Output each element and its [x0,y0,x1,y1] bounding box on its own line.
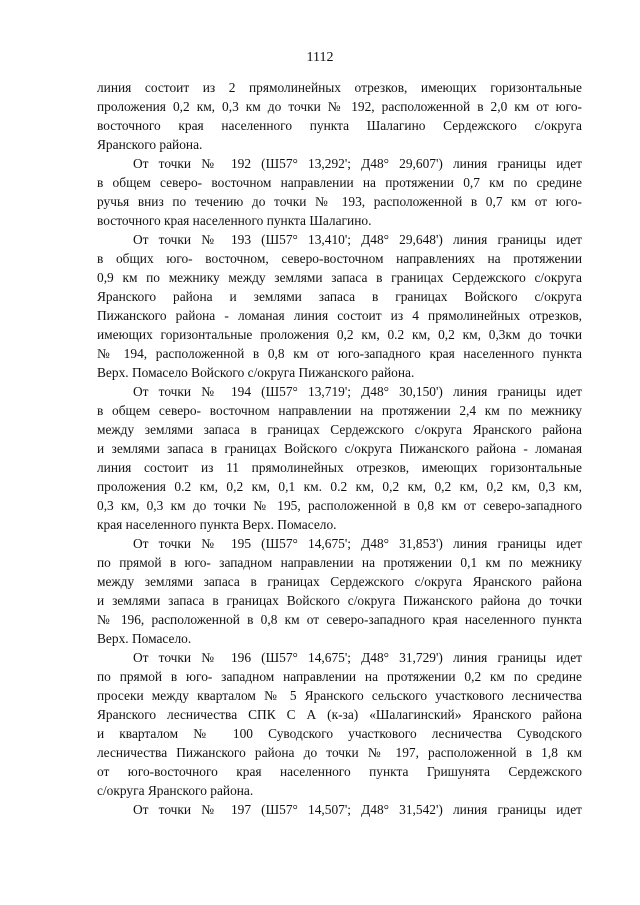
text-line: Верх. Помасело. [97,631,192,646]
text-line: и землями запаса в границах Войского с/округа Пижанского района - ломаная [97,441,582,456]
text-line: От точки № 195 (Ш57° 14,675'; Д48° 31,853') линия границы идет [133,536,582,551]
body-text [97,78,582,819]
text-line: проложения 0.2 км, 0,2 км, 0,1 км. 0.2 км, 0,2 км, 0,2 км, 0,2 км, 0,3 км, [97,479,582,494]
text-line: Яранского лесничества СПК С А (к-за) «Шалагинский» Яранского района [97,707,582,722]
text-line: 0,3 км, 0,3 км до точки № 195, расположенной в 0,8 км от северо-западного [97,498,582,513]
text-line: от юго-восточного края населенного пункта Гришунята Сердежского [97,764,582,779]
text-line: просеки между кварталом № 5 Яранского сельского участкового лесничества [97,688,582,703]
text-line: восточного края населенного пункта Шалагино Сердежского с/округа [97,118,582,133]
text-line: Яранского района. [97,137,203,152]
text-line: Пижанского района - ломаная линия состоит из 4 прямолинейных отрезков, [97,308,582,323]
text-line: Яранского района и землями запаса в границах Войского с/округа [97,289,582,304]
text-line: 0,9 км по межнику между землями запаса в границах Сердежского с/округа [97,270,582,285]
text-line: линия состоит из 2 прямолинейных отрезков, имеющих горизонтальные [97,80,582,95]
text-line: края населенного пункта Верх. Помасело. [97,517,337,532]
text-line: в общем северо- восточном направлении на протяжении 2,4 км по межнику [97,403,582,418]
text-line: в общем северо- восточном направлении на протяжении 0,7 км по средине [97,175,582,190]
text-line: От точки № 196 (Ш57° 14,675'; Д48° 31,729') линия границы идет [133,650,582,665]
text-line: № 194, расположенной в 0,8 км от юго-западного края населенного пункта [97,346,582,361]
text-line: лесничества Пижанского района до точки № 197, расположенной в 1,8 км [97,745,582,760]
text-line: От точки № 193 (Ш57° 13,410'; Д48° 29,648') линия границы идет [133,232,582,247]
page-number: 1112 [306,50,334,65]
text-line: линия состоит из 11 прямолинейных отрезков, имеющих горизонтальные [97,460,582,475]
text-line: № 196, расположенной в 0,8 км от северо-западного края населенного пункта [97,612,582,627]
text-line: От точки № 192 (Ш57° 13,292'; Д48° 29,607') линия границы идет [133,156,582,171]
text-line: и землями запаса в границах Войского с/округа Пижанского района до точки [97,593,582,608]
text-line: по прямой в юго- западном направлении на протяжении 0,2 км по средине [97,669,582,684]
text-line: От точки № 194 (Ш57° 13,719'; Д48° 30,150') линия границы идет [133,384,582,399]
text-line: имеющих горизонтальные проложения 0,2 км, 0.2 км, 0,2 км, 0,3км до точки [97,327,582,342]
text-line: Верх. Помасело Войского с/округа Пижанского района. [97,365,415,380]
text-line: ручья вниз по течению до точки № 193, расположенной в 0,7 км от юго- [97,194,582,209]
text-line: в общих юго- восточном, северо-восточном направлениях на протяжении [97,251,582,266]
text-line: по прямой в юго- западном направлении на протяжении 0,1 км по межнику [97,555,582,570]
text-line: с/округа Яранского района. [97,783,254,798]
text-line: восточного края населенного пункта Шалагино. [97,213,372,228]
text-line: и кварталом № 100 Суводского участкового лесничества Суводского [97,726,582,741]
text-line: От точки № 197 (Ш57° 14,507'; Д48° 31,542') линия границы идет [133,802,582,817]
text-line: между землями запаса в границах Сердежского с/округа Яранского района [97,574,582,589]
text-line: проложения 0,2 км, 0,3 км до точки № 192, расположенной в 2,0 км от юго- [97,99,582,114]
text-line: между землями запаса в границах Сердежского с/округа Яранского района [97,422,582,437]
